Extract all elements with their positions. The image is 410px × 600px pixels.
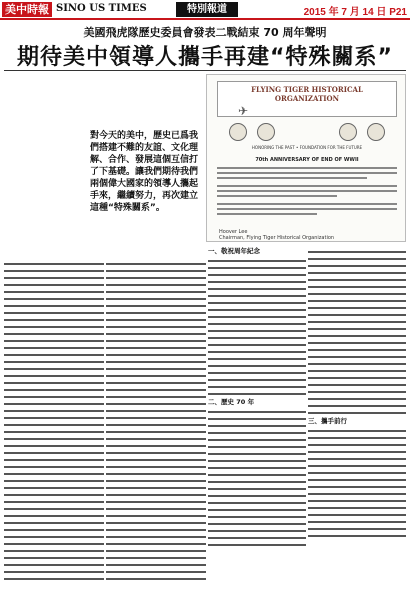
- masthead: [0, 0, 410, 20]
- logo-cn: 美中時報: [2, 2, 52, 17]
- body-column-3: [208, 246, 306, 596]
- section-heading-3: 三、攜手前行: [308, 417, 347, 425]
- body-column-1: [4, 258, 104, 596]
- plane-icon: ✈: [238, 104, 249, 118]
- logo-en: SINO US TIMES: [56, 3, 147, 14]
- document-heading: 70th ANNIVERSARY OF END OF WWII: [255, 157, 359, 163]
- section-heading-1: 一、敬祝周年紀念: [208, 247, 260, 255]
- seal-icon: [339, 123, 357, 141]
- seal-icon: [257, 123, 275, 141]
- section-heading-2: 二、歷史 70 年: [208, 398, 255, 407]
- signature-name: Hoover Lee: [219, 229, 248, 235]
- signature-title: Chairman, Flying Tiger Historical Organization: [219, 235, 335, 241]
- document-caption: HONORING THE PAST • FOUNDATION FOR THE FUTURE: [251, 145, 363, 150]
- kicker: 美國飛虎隊歷史委員會發表二戰結束 70 周年聲明: [83, 26, 327, 39]
- headline: 期待美中領導人攜手再建“特殊關系”: [17, 45, 393, 70]
- divider: [4, 70, 406, 71]
- dateline: 2015 年 7 月 14 日 P21: [303, 7, 407, 18]
- document-org-name: FLYING TIGER HISTORICAL ORGANIZATION: [251, 85, 363, 103]
- document-signature: [219, 229, 334, 241]
- body-column-2: [106, 258, 206, 596]
- body-column-4: [308, 246, 406, 596]
- statement-document: [206, 74, 406, 242]
- seal-icon: [367, 123, 385, 141]
- seal-icon: [229, 123, 247, 141]
- pull-quote: 對今天的美中，歷史已爲我們搭建不難的友誼、文化理解、合作、發展這個互信打了下基礎。讓我們期待我們兩個偉大國家的領導人攜起手來，繼續努力，再次建立這種“特殊關系”。: [90, 131, 199, 213]
- section-tag: 特別報道: [176, 2, 238, 17]
